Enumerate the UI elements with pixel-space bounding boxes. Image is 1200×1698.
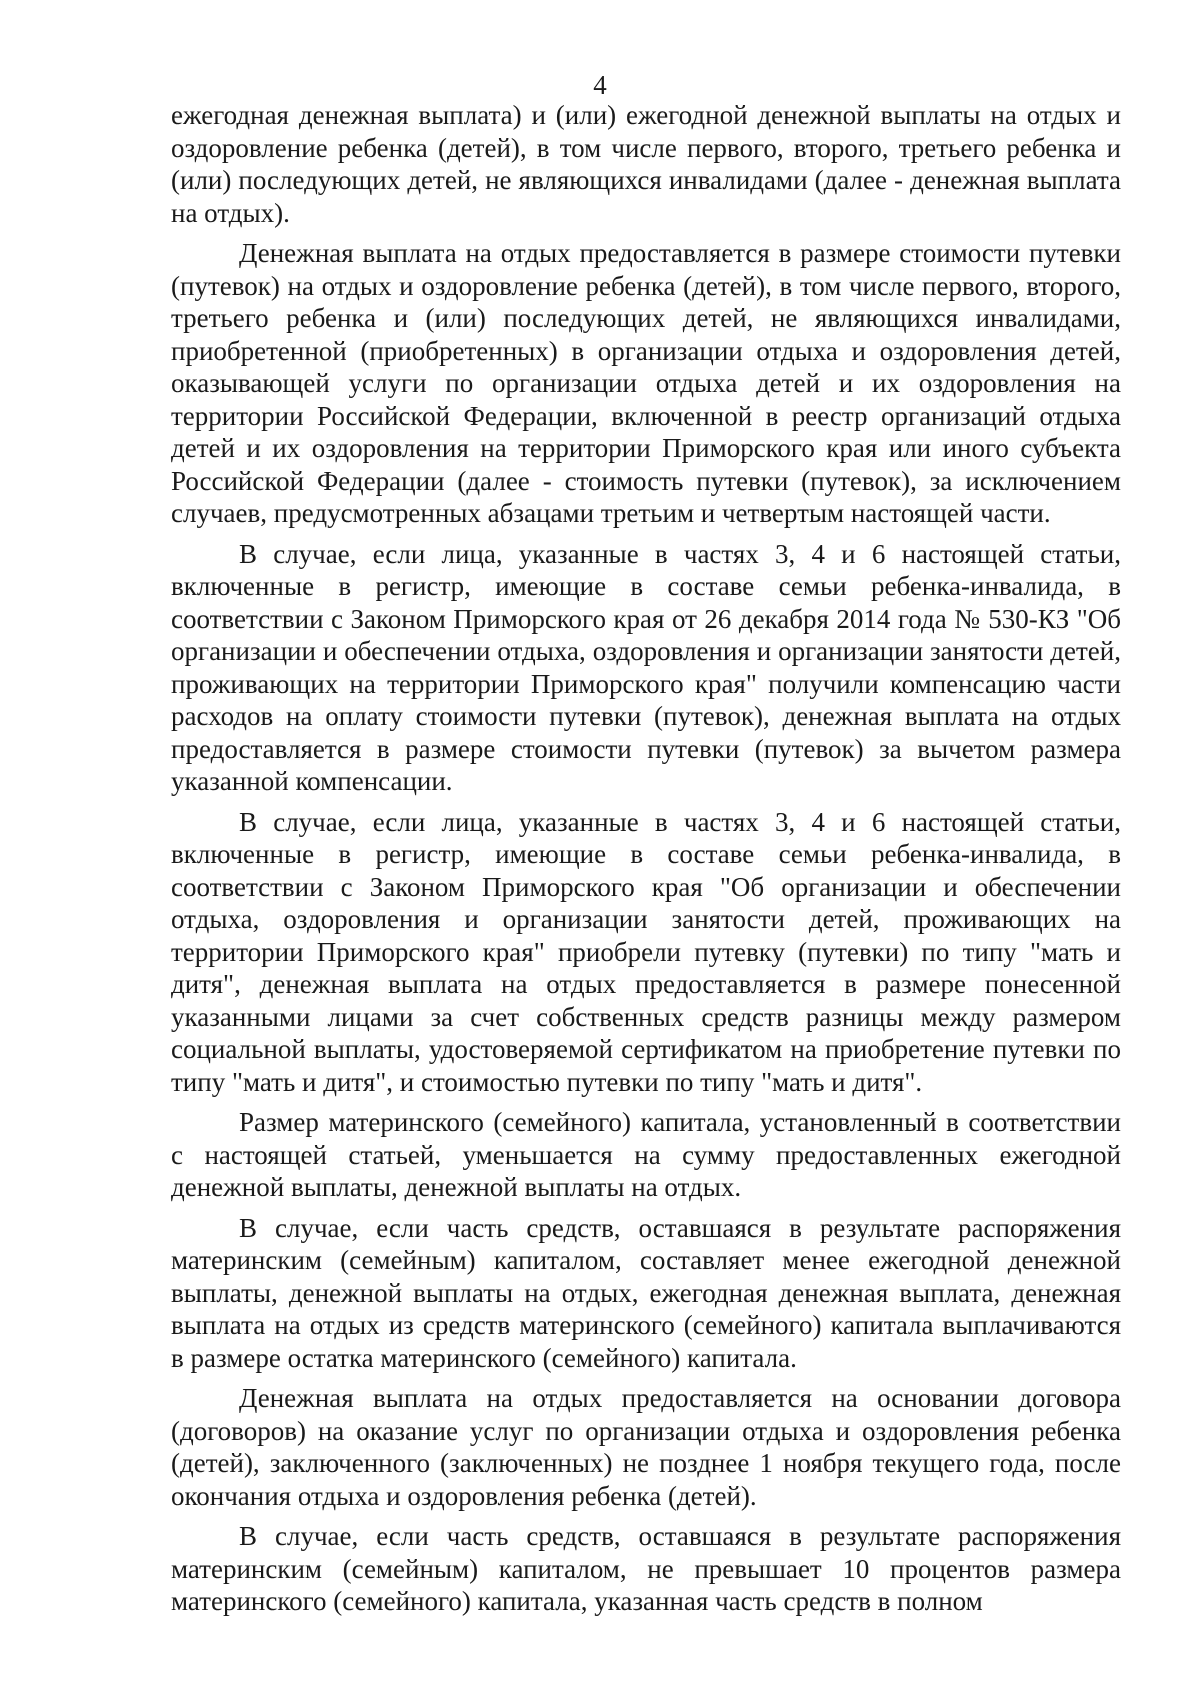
paragraph-1: ежегодная денежная выплата) и (или) ежегодной денежной выплаты на отдых и оздоровление ребенка (детей), в том числе первого, второго, третьего ребенка и (или) последующих детей, не являющихся инвалидами (далее - денежная выплата на отдых). <box>171 100 1121 228</box>
paragraph-6: В случае, если часть средств, оставшаяся в результате распоряжения материнским (семейным) капиталом, составляет менее ежегодной денежной выплаты, денежной выплаты на отдых, ежегодная денежная выплата, денежная выплата на отдых из средств материнского (семейного) капитала выплачиваются в размере остатка материнского (семейного) капитала. <box>171 1212 1121 1373</box>
paragraph-7: Денежная выплата на отдых предоставляется на основании договора (договоров) на оказание услуг по организации отдыха и оздоровления ребенка (детей), заключенного (заключенных) не позднее 1 ноября текущего года, после окончания отдыха и оздоровления ребенка (детей). <box>171 1383 1121 1511</box>
paragraph-2: Денежная выплата на отдых предоставляется в размере стоимости путевки (путевок) на отдых и оздоровление ребенка (детей), в том числе первого, второго, третьего ребенка и (или) последующих детей, не являющихся инвалидами, приобретенной (приобретенных) в организации отдыха и оздоровления детей, оказывающей услуги по организации отдыха детей и их оздоровления на территории Российской Федерации, включенной в реестр организаций отдыха детей и их оздоровления на территории Приморского края или иного субъекта Российской Федерации (далее - стоимость путевки (путевок), за исключением случаев, предусмотренных абзацами третьим и четвертым настоящей части. <box>171 238 1121 528</box>
paragraph-4: В случае, если лица, указанные в частях 3, 4 и 6 настоящей статьи, включенные в регистр, имеющие в составе семьи ребенка-инвалида, в соответствии с Законом Приморского края "Об организации и обеспечении отдыха, оздоровления и организации занятости детей, проживающих на территории Приморского края" приобрели путевку (путевки) по типу "мать и дитя", денежная выплата на отдых предоставляется в размере понесенной указанными лицами за счет собственных средств разницы между размером социальной выплаты, удостоверяемой сертификатом на приобретение путевки по типу "мать и дитя", и стоимостью путевки по типу "мать и дитя". <box>171 806 1121 1097</box>
page-number: 4 <box>593 70 607 100</box>
paragraph-3: В случае, если лица, указанные в частях 3, 4 и 6 настоящей статьи, включенные в регистр, имеющие в составе семьи ребенка-инвалида, в соответствии с Законом Приморского края от 26 декабря 2014 года № 530-КЗ "Об организации и обеспечении отдыха, оздоровления и организации занятости детей, проживающих на территории Приморского края" получили компенсацию части расходов на оплату стоимости путевки (путевок), денежная выплата на отдых предоставляется в размере стоимости путевки (путевок) за вычетом размера указанной компенсации. <box>171 538 1121 796</box>
paragraph-8: В случае, если часть средств, оставшаяся в результате распоряжения материнским (семейным) капиталом, не превышает 10 процентов размера материнского (семейного) капитала, указанная часть средств в полном <box>171 1521 1121 1616</box>
paragraph-5: Размер материнского (семейного) капитала, установленный в соответствии с настоящей статьей, уменьшается на сумму предоставленных ежегодной денежной выплаты, денежной выплаты на отдых. <box>171 1107 1121 1202</box>
document-body <box>171 99 1121 1626</box>
